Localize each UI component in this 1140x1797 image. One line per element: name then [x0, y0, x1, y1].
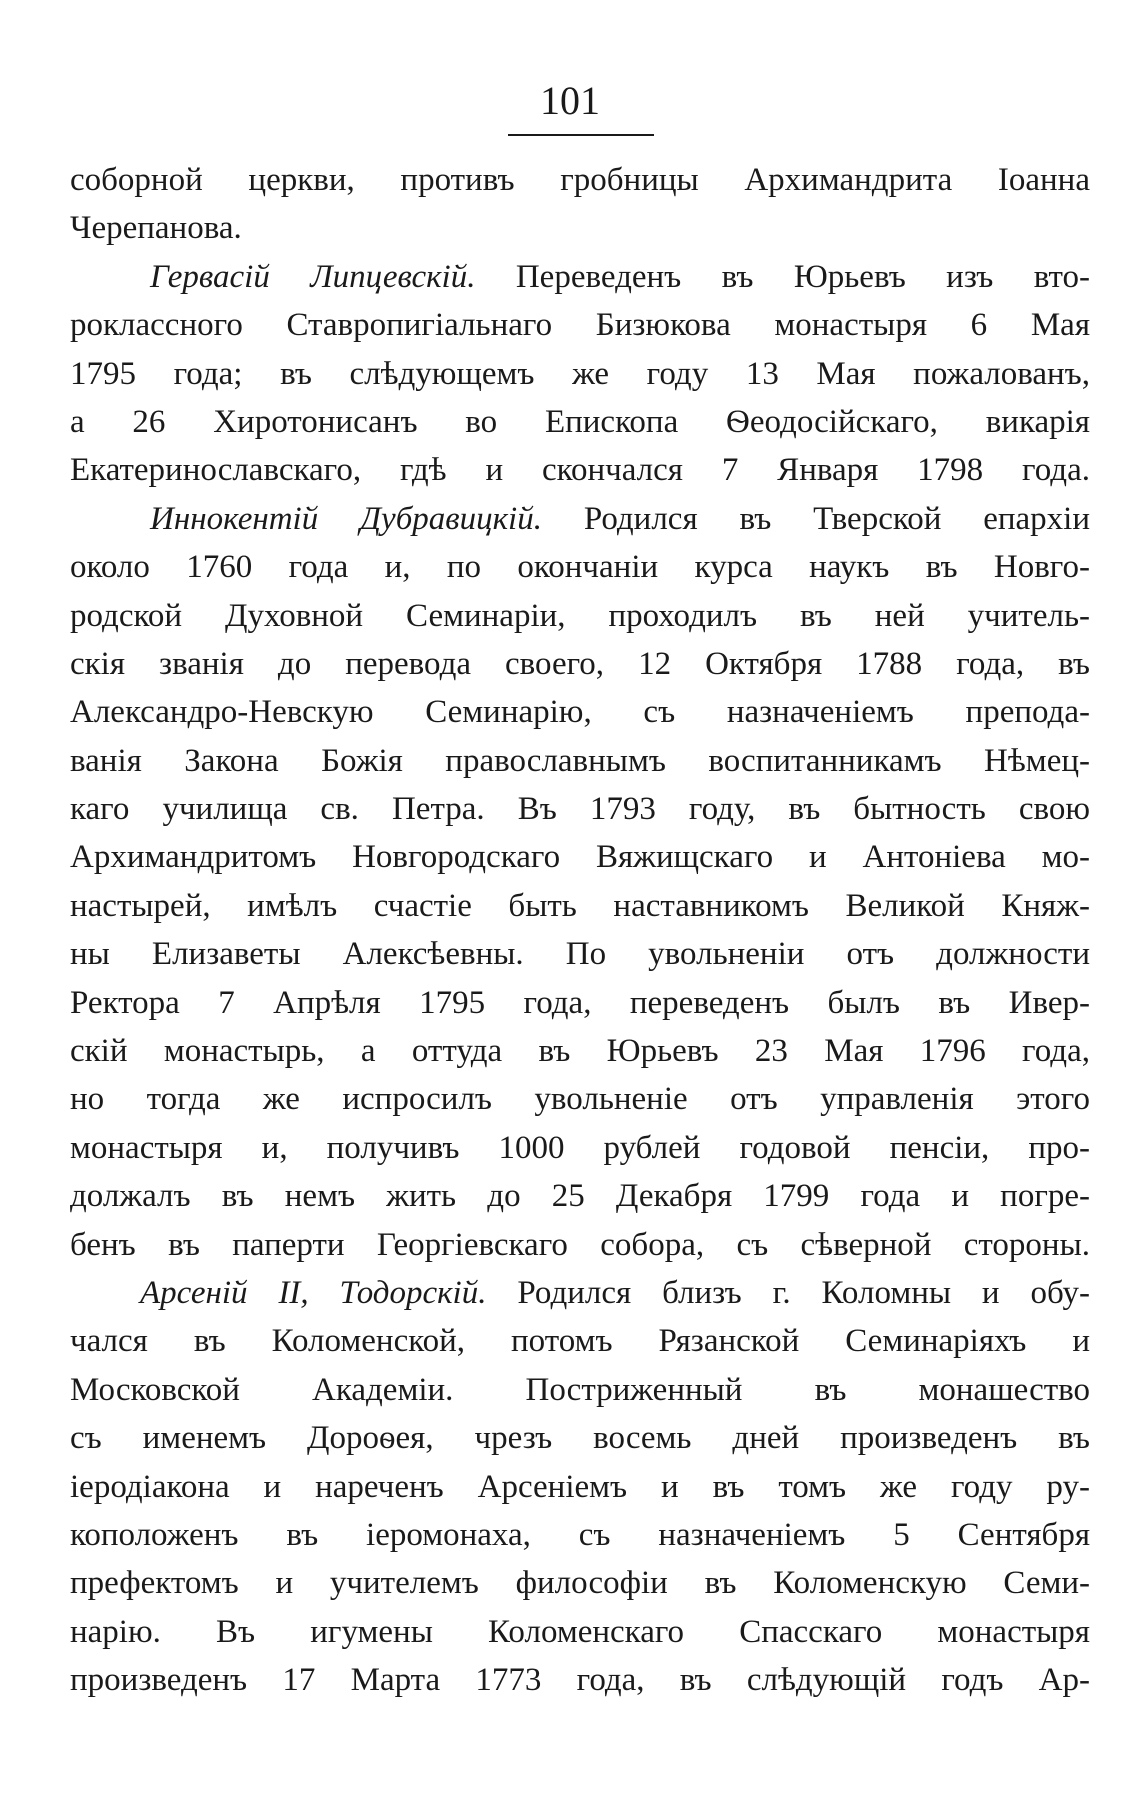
text-line: ны Елизаветы Алексѣевны. По увольненіи отъ должности — [70, 936, 1090, 973]
text-line: Иннокентій Дубравицкій. Родился въ Тверской епархіи — [150, 500, 1090, 537]
text-line: іеродіакона и нареченъ Арсеніемъ и въ томъ же году ру- — [70, 1468, 1090, 1505]
text-line: соборной церкви, противъ гробницы Архимандрита Іоанна — [70, 162, 1090, 198]
text-line: Екатеринославскаго, гдѣ и скончался 7 Января 1798 года. — [70, 452, 1090, 489]
text-line: ванія Закона Божія православнымъ воспитанникамъ Нѣмец- — [70, 742, 1090, 779]
text-line: Архимандритомъ Новгородскаго Вяжищскаго и Антоніева мо- — [70, 839, 1090, 876]
text-line: монастыря и, получивъ 1000 рублей годовой пенсіи, про- — [70, 1129, 1090, 1166]
text-line: чался въ Коломенской, потомъ Рязанской Семинаріяхъ и — [70, 1323, 1090, 1360]
text-line: но тогда же испросилъ увольненіе отъ управленія этого — [70, 1081, 1090, 1118]
text-line: нарію. Въ игумены Коломенскаго Спасскаго монастыря — [70, 1613, 1090, 1650]
text-line: Московской Академіи. Постриженный въ монашество — [70, 1371, 1090, 1408]
text-line: скій монастырь, а оттуда въ Юрьевъ 23 Мая 1796 года, — [70, 1033, 1090, 1070]
text-line: произведенъ 17 Марта 1773 года, въ слѣдующій годъ Ар- — [70, 1662, 1090, 1699]
text-line: а 26 Хиротонисанъ во Епископа Ѳеодосійскаго, викарія — [70, 403, 1090, 440]
text-line: префектомъ и учителемъ философіи въ Коломенскую Семи- — [70, 1565, 1090, 1602]
text-line: коположенъ въ іеромонаха, съ назначеніемъ 5 Сентября — [70, 1516, 1090, 1553]
text-line: бенъ въ паперти Георгіевскаго собора, съ сѣверной стороны. — [70, 1226, 1090, 1263]
text-line: родской Духовной Семинаріи, проходилъ въ ней учитель- — [70, 597, 1090, 634]
text-line: должалъ въ немъ жить до 25 Декабря 1799 года и погре- — [70, 1178, 1090, 1215]
text-line: около 1760 года и, по окончаніи курса наукъ въ Новго- — [70, 549, 1090, 586]
text-line: съ именемъ Дороѳея, чрезъ восемь дней произведенъ въ — [70, 1420, 1090, 1457]
bishop-name: Иннокентій Дубравицкій. — [150, 500, 542, 537]
text-line: роклассного Ставропигіальнаго Бизюкова монастыря 6 Мая — [70, 307, 1090, 344]
text-line: Гервасій Липцевскій. Переведенъ въ Юрьевъ изъ вто- — [150, 258, 1090, 295]
bishop-name: Гервасій Липцевскій. — [150, 258, 476, 295]
text-line: настырей, имѣлъ счастіе быть наставникомъ Великой Княж- — [70, 887, 1090, 924]
text-line: Арсеній II, Тодорскій. Родился близъ г. Коломны и обу- — [140, 1274, 1090, 1311]
text-line: каго училища св. Петра. Въ 1793 году, въ бытность свою — [70, 791, 1090, 828]
text-body — [70, 156, 1090, 1705]
page-number: 101 — [540, 78, 600, 123]
text-line: скія званія до перевода своего, 12 Октября 1788 года, въ — [70, 645, 1090, 682]
text-line: Черепанова. — [70, 210, 242, 247]
text-line: Ректора 7 Апрѣля 1795 года, переведенъ былъ въ Ивер- — [70, 984, 1090, 1021]
bishop-name: Арсеній II, Тодорскій. — [140, 1274, 487, 1311]
text-line: Александро-Невскую Семинарію, съ назначеніемъ препода- — [70, 694, 1090, 731]
header-rule — [508, 134, 654, 136]
text-line: 1795 года; въ слѣдующемъ же году 13 Мая пожалованъ, — [70, 355, 1090, 392]
